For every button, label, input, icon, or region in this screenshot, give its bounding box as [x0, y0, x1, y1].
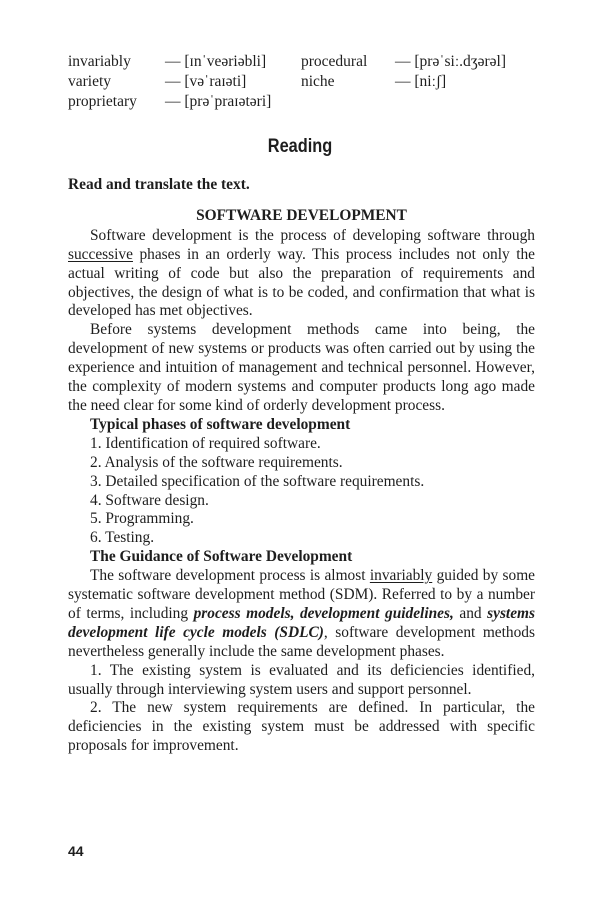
- vocab-pronunciation: — [niːʃ]: [395, 73, 447, 90]
- vocab-word: variety: [68, 73, 112, 90]
- underlined-word: invariably: [369, 567, 433, 585]
- vocab-word: procedural: [301, 53, 368, 70]
- text-run: , software development methods nevertheless generally include the same development phases.: [68, 623, 535, 660]
- instruction: Read and translate the text.: [68, 176, 250, 193]
- paragraph: Before systems development methods came into being, the development of new systems or products was often carried out by using the experience and intuition of management and technical personnel. However, the complexity of modern systems and computer products long ago made the need clear for some kind of orderly development process.: [68, 321, 535, 414]
- vocab-word: proprietary: [68, 93, 137, 110]
- list-item: 3. Detailed specification of the software requirements.: [90, 472, 425, 490]
- text-run: Software development is the process of developing software through: [90, 226, 535, 244]
- paragraph: [68, 227, 535, 322]
- vocab-pronunciation: — [ɪnˈveəriəbli]: [165, 53, 267, 70]
- reading-text: [68, 176, 535, 756]
- text-run: and: [453, 604, 488, 622]
- guidance-heading: The Guidance of Software Development: [90, 548, 353, 566]
- page-number: 44: [68, 843, 84, 859]
- vocab-row: [68, 52, 548, 72]
- vocab-pronunciation: — [prəˈsiː.dʒərəl]: [395, 53, 507, 70]
- vocab-word: niche: [301, 73, 335, 90]
- text-run: The software development process is almost: [90, 567, 370, 585]
- list-item: 5. Programming.: [90, 510, 194, 528]
- list-item: 4. Software design.: [90, 491, 209, 509]
- text-run: guided by some systematic software development method (SDM). Referred to by a number of terms, including: [68, 567, 535, 622]
- underlined-word: successive: [68, 245, 133, 263]
- paragraph: 1. The existing system is evaluated and its deficiencies identified, usually through interviewing system users and support personnel.: [68, 661, 535, 698]
- emphasized-term: systems development life cycle models (SDLC): [68, 604, 536, 641]
- phases-heading: Typical phases of software development: [90, 415, 351, 433]
- vocab-pronunciation: — [vəˈraɪəti]: [165, 73, 247, 90]
- vocab-pronunciation: — [prəˈpraɪətəri]: [165, 93, 272, 110]
- vocab-word: invariably: [68, 53, 131, 70]
- paragraph: 2. The new system requirements are defined. In particular, the deficiencies in the existing system must be addressed with specific proposals for improvement.: [68, 699, 535, 755]
- list-item: 1. Identification of required software.: [90, 434, 321, 452]
- vocab-row: [68, 92, 548, 112]
- list-item: 6. Testing.: [90, 529, 155, 547]
- list-item: 2. Analysis of the software requirements.: [90, 453, 343, 471]
- vocab-row: [68, 72, 548, 92]
- emphasized-term: process models, development guidelines,: [193, 604, 454, 622]
- phases-list: [68, 435, 535, 548]
- text-run: phases in an orderly way. This process includes not only the actual writing of code but also the preparation of requirements and objectives, the design of what is to be coded, and confirmation that what is developed has met objectives.: [68, 245, 535, 320]
- vocabulary-list: [68, 52, 548, 112]
- article-title: SOFTWARE DEVELOPMENT: [196, 206, 407, 224]
- section-heading: Reading: [267, 136, 333, 157]
- paragraph: [68, 567, 535, 662]
